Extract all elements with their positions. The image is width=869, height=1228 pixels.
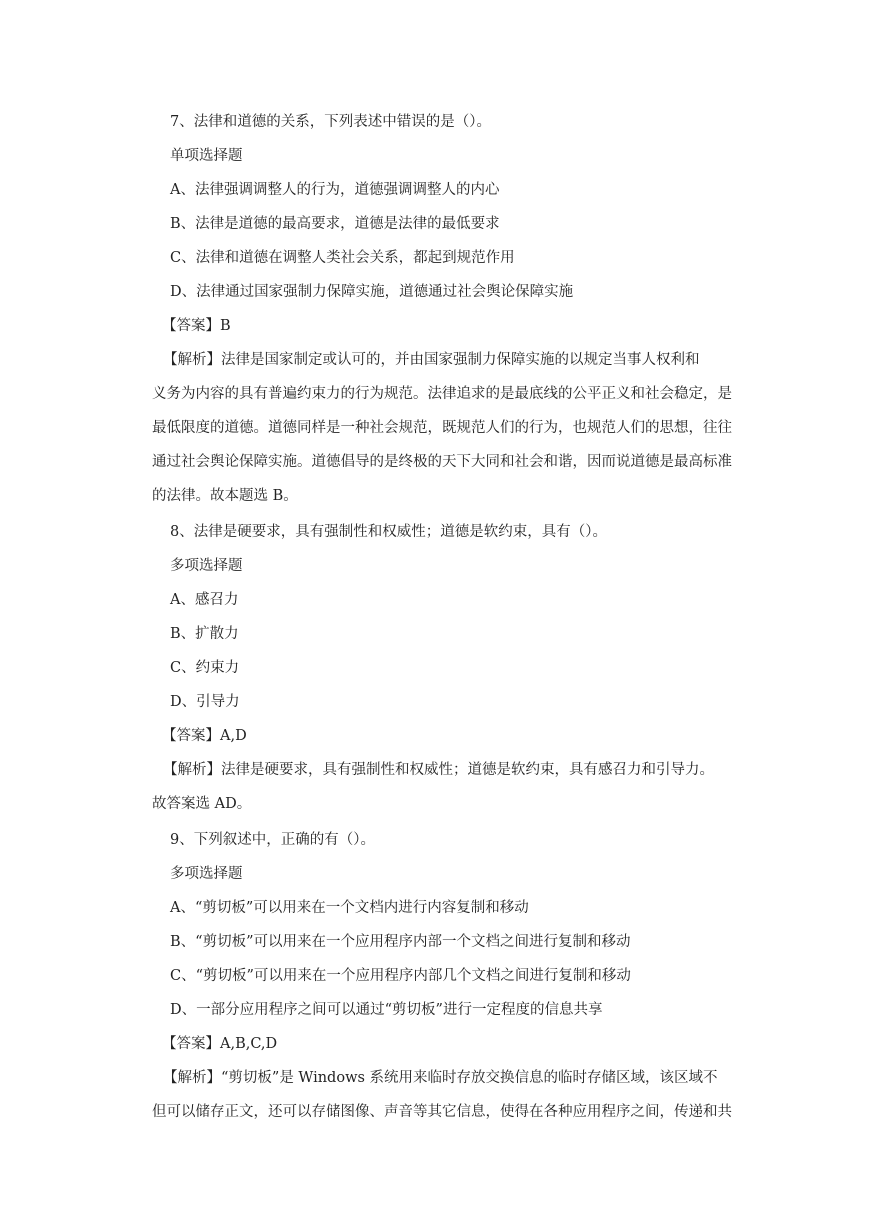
question-7-option-b: B、法律是道德的最高要求，道德是法律的最低要求	[170, 216, 500, 232]
question-7-analysis	[152, 343, 742, 513]
question-8-type: 多项选择题	[170, 558, 243, 574]
question-7-option-c: C、法律和道德在调整人类社会关系，都起到规范作用	[170, 250, 515, 266]
question-9-option-b: B、“剪切板”可以用来在一个应用程序内部一个文档之间进行复制和移动	[170, 934, 631, 950]
question-7-answer: 【答案】B	[162, 318, 231, 334]
question-7-analysis-line-4: 通过社会舆论保障实施。道德倡导的是终极的天下大同和社会和谐，因而说道德是最高标准	[152, 454, 732, 470]
question-8-answer: 【答案】A,D	[162, 728, 247, 744]
question-8-option-d: D、引导力	[170, 694, 240, 710]
question-8-option-a: A、感召力	[170, 592, 239, 608]
question-9-analysis-line-1: 【解析】“剪切板”是 Windows 系统用来临时存放交换信息的临时存储区域，该区域不	[163, 1070, 718, 1086]
question-9-analysis-line-2: 但可以储存正文，还可以存储图像、声音等其它信息，使得在各种应用程序之间，传递和共	[152, 1104, 732, 1120]
question-9-option-a: A、“剪切板”可以用来在一个文档内进行内容复制和移动	[170, 900, 529, 916]
question-7-analysis-line-3: 最低限度的道德。道德同样是一种社会规范，既规范人们的行为，也规范人们的思想，往往	[152, 420, 732, 436]
question-9-answer: 【答案】A,B,C,D	[162, 1036, 278, 1052]
question-8-stem: 8、法律是硬要求，具有强制性和权威性；道德是软约束，具有（）。	[170, 524, 607, 540]
question-9-option-c: C、“剪切板”可以用来在一个应用程序内部几个文档之间进行复制和移动	[170, 968, 631, 984]
question-8-analysis	[152, 753, 742, 821]
question-9-analysis	[152, 1061, 742, 1129]
question-9-type: 多项选择题	[170, 866, 243, 882]
question-8-analysis-line-2: 故答案选 AD。	[152, 796, 252, 812]
question-8-analysis-line-1: 【解析】法律是硬要求，具有强制性和权威性；道德是软约束，具有感召力和引导力。	[163, 762, 714, 778]
question-9-stem: 9、下列叙述中，正确的有（）。	[170, 832, 375, 848]
question-9-option-d: D、一部分应用程序之间可以通过“剪切板”进行一定程度的信息共享	[170, 1002, 603, 1018]
question-7-option-d: D、法律通过国家强制力保障实施，道德通过社会舆论保障实施	[170, 284, 574, 300]
question-7-option-a: A、法律强调调整人的行为，道德强调调整人的内心	[170, 182, 500, 198]
question-7-analysis-line-1: 【解析】法律是国家制定或认可的，并由国家强制力保障实施的以规定当事人权利和	[163, 352, 700, 368]
question-7-analysis-line-2: 义务为内容的具有普遍约束力的行为规范。法律追求的是最底线的公平正义和社会稳定，是	[152, 386, 732, 402]
question-7-analysis-line-5: 的法律。故本题选 B。	[152, 488, 298, 504]
question-7-stem: 7、法律和道德的关系，下列表述中错误的是（）。	[170, 114, 491, 130]
question-7-type: 单项选择题	[170, 148, 243, 164]
question-8-option-b: B、扩散力	[170, 626, 239, 642]
question-8-option-c: C、约束力	[170, 660, 240, 676]
